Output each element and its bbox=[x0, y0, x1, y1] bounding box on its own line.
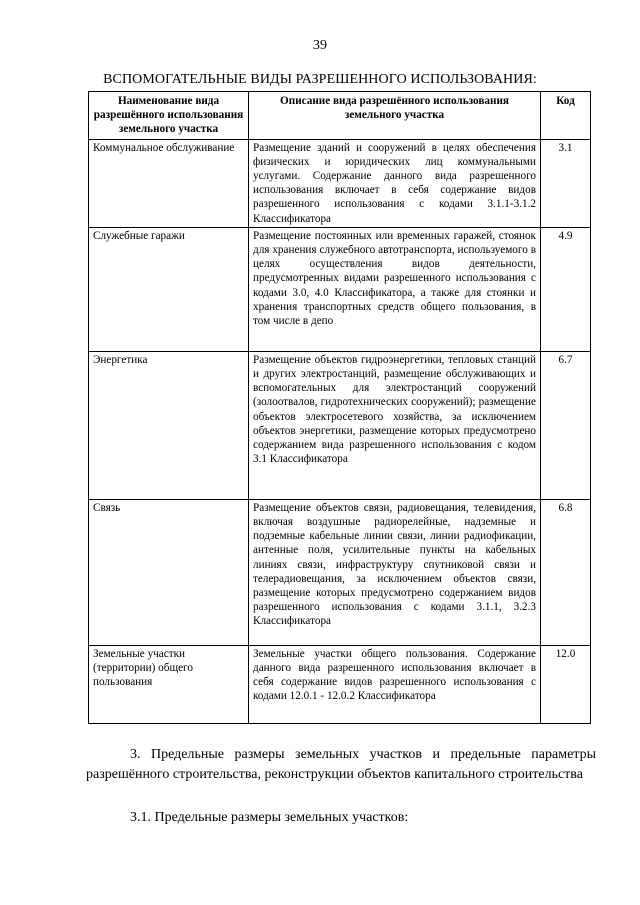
use-code: 4.9 bbox=[541, 227, 591, 351]
section-title: ВСПОМОГАТЕЛЬНЫЕ ВИДЫ РАЗРЕШЕННОГО ИСПОЛЬЗОВАНИЯ: bbox=[103, 72, 537, 87]
use-code: 6.7 bbox=[541, 351, 591, 499]
header-description: Описание вида разрешённого использования земельного участка bbox=[249, 92, 541, 140]
use-description: Размещение постоянных или временных гаражей, стоянок для хранения служебного автотранспорта, используемого в целях осуществления видов деятельности, предусмотренных видами разрешенного использования с кодами 3.0, 4.0 Классификатора, а также для стоянки и хранения транспортных средств общего пользования, в том числе в депо bbox=[249, 227, 541, 351]
use-name: Коммунальное обслуживание bbox=[89, 139, 249, 227]
use-code: 3.1 bbox=[541, 139, 591, 227]
table-row bbox=[89, 645, 591, 723]
header-name: Наименование вида разрешённого использования земельного участка bbox=[89, 92, 249, 140]
use-description: Размещение объектов гидроэнергетики, тепловых станций и других электростанций, размещение обслуживающих и вспомогательных для электростанций сооружений (золоотвалов, гидротехнических сооружений); размещение объектов электросетевого хозяйства, за исключением объектов энергетики, размещение которых предусмотрено содержанием вида разрешенного использования с кодом 3.1 Классификатора bbox=[249, 351, 541, 499]
use-name: Энергетика bbox=[89, 351, 249, 499]
table-header-row bbox=[89, 92, 591, 140]
paragraph-limits-heading: 3. Предельные размеры земельных участков и предельные параметры разрешённого строительства, реконструкции объектов капитального строительства bbox=[86, 747, 596, 782]
use-name: Земельные участки (территории) общего пользования bbox=[89, 645, 249, 723]
page-number: 39 bbox=[313, 38, 327, 53]
table-row bbox=[89, 139, 591, 227]
table-row bbox=[89, 227, 591, 351]
table-row bbox=[89, 351, 591, 499]
use-code: 6.8 bbox=[541, 499, 591, 645]
use-name: Служебные гаражи bbox=[89, 227, 249, 351]
header-code: Код bbox=[541, 92, 591, 140]
permitted-uses-table bbox=[88, 91, 591, 724]
use-name: Связь bbox=[89, 499, 249, 645]
paragraph-land-plot-sizes: 3.1. Предельные размеры земельных участков: bbox=[130, 810, 409, 825]
use-description: Земельные участки общего пользования. Содержание данного вида разрешенного использования включает в себя содержание видов разрешенного использования с кодами 12.0.1 - 12.0.2 Классификатора bbox=[249, 645, 541, 723]
use-description: Размещение объектов связи, радиовещания, телевидения, включая воздушные радиорелейные, надземные и подземные кабельные линии связи, линии радиофикации, антенные поля, усилительные пункты на кабельных линиях связи, инфраструктуру спутниковой связи и телерадиовещания, за исключением объектов связи, размещение которых предусмотрено содержанием видов разрешенного использования с кодами 3.1.1, 3.2.3 Классификатора bbox=[249, 499, 541, 645]
use-description: Размещение зданий и сооружений в целях обеспечения физических и юридических лиц коммунальными услугами. Содержание данного вида разрешенного использования включает в себя содержание видов разрешенного использования с кодами 3.1.1-3.1.2 Классификатора bbox=[249, 139, 541, 227]
table-row bbox=[89, 499, 591, 645]
use-code: 12.0 bbox=[541, 645, 591, 723]
